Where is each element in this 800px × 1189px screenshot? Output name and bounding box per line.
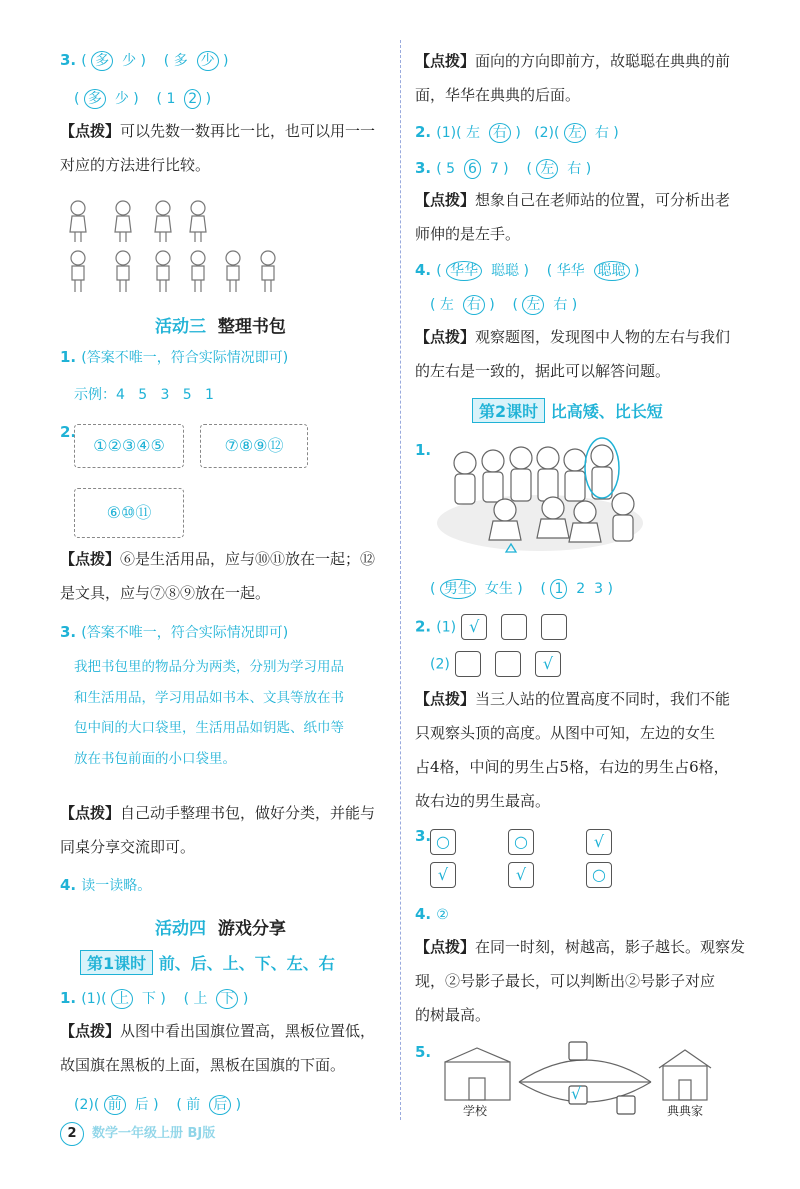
answer-option: 后 — [134, 1097, 149, 1113]
tip-text: 当三人站的位置高度不同时，我们不能 — [475, 690, 731, 708]
answer-option: 聪聪 — [491, 263, 520, 279]
tip-text: 是文具，应与⑦⑧⑨放在一起。 — [60, 584, 271, 602]
answer-option: 1 — [166, 91, 176, 107]
tip-text: 面向的方向即前方，故聪聪在典典的前 — [475, 52, 731, 70]
answer-option: 7 — [489, 161, 499, 177]
question-number: 1. — [415, 441, 432, 459]
group-box: ⑦⑧⑨⑫ — [200, 424, 308, 468]
question-number: 4. — [415, 905, 432, 923]
answer-circled: 左 — [536, 159, 558, 179]
answer-option: 华华 — [556, 263, 585, 279]
r-l2-q1 — [415, 440, 431, 459]
answer-option: 前 — [186, 1097, 201, 1113]
tip-text: 只观察头顶的高度。从图中可知，左边的女生 — [415, 724, 716, 742]
tip-label: 【点拨】 — [415, 328, 476, 346]
answer-option: 少 — [114, 91, 129, 107]
question-number: 5. — [415, 1043, 432, 1061]
question-number: 1. — [60, 348, 77, 366]
answer-box: √ — [508, 862, 534, 888]
r-q4: 4. ( 华华 聪聪 ) ( 华华 聪聪 ) — [415, 261, 640, 279]
page-footer — [60, 1122, 215, 1146]
tip-text: 故右边的男生最高。 — [415, 792, 551, 810]
lesson-heading — [80, 950, 335, 975]
tip-label: 【点拨】 — [60, 122, 121, 140]
question-number: 2. — [415, 123, 432, 141]
answer-option: 左 — [439, 297, 454, 313]
answer-option: 右 — [594, 125, 609, 141]
question-number: 2. — [415, 617, 432, 636]
answer-box: √ — [461, 614, 487, 640]
answer-text: 读一读略。 — [81, 878, 152, 894]
l1-q1: 1. (1)( 上 下 ) ( 上 下 ) — [60, 989, 249, 1007]
children-illustration — [68, 195, 283, 295]
question-number: 1. — [60, 989, 77, 1007]
left-q3: 3. ( 多 少 ) ( 多 少 ) — [60, 51, 229, 69]
book-title: 数学一年级上册 BJ版 — [92, 1126, 216, 1141]
r-l2-q3-grid — [430, 829, 626, 855]
answer-option: 左 — [466, 125, 480, 141]
answer-option: 多 — [173, 53, 188, 69]
group-box: ①②③④⑤ — [74, 424, 184, 468]
r-q4-row2: ( 左 右 ) ( 左 右 ) — [430, 297, 578, 313]
l1-q1-part2: (2)( 前 后 ) ( 前 后 ) — [74, 1097, 242, 1113]
sub-label: (1) — [436, 619, 457, 636]
answer-line: 包中间的大口袋里，生活用品如钥匙、纸巾等 — [74, 720, 344, 736]
answer-line: 和生活用品，学习用品如书本、文具等放在书 — [74, 689, 344, 706]
tip-text: 对应的方法进行比较。 — [60, 156, 211, 174]
check-mark: √ — [571, 1084, 582, 1103]
routes-diagram — [435, 1040, 725, 1120]
answer-option: 3 — [594, 581, 604, 597]
answer-circled: 上 — [111, 989, 133, 1009]
tip-label: 【点拨】 — [415, 52, 476, 70]
lesson-title: 前、后、上、下、左、右 — [158, 954, 335, 973]
tip-text: 占4格，中间的男生占5格，右边的男生占6格， — [415, 758, 729, 776]
sub-label: (1) — [436, 125, 457, 141]
tip-label: 【点拨】 — [60, 550, 121, 568]
answer-circled: 左 — [522, 295, 544, 315]
answer-line: 我把书包里的物品分为两类，分别为学习用品 — [74, 659, 344, 675]
answer-line: 放在书包前面的小口袋里。 — [74, 750, 236, 767]
answer-note: (答案不唯一，符合实际情况即可) — [81, 350, 289, 366]
answer-note: (答案不唯一，符合实际情况即可) — [81, 625, 289, 641]
tip-text: 师伸的是左手。 — [415, 225, 521, 243]
answer-circled: 右 — [489, 123, 511, 143]
tip-label: 【点拨】 — [60, 804, 121, 822]
activity-title: 活动三 — [155, 317, 206, 337]
r-q3: 3. ( 5 6 7 ) ( 左 右 ) — [415, 159, 592, 177]
activity-heading — [155, 312, 286, 337]
tip-block — [60, 542, 390, 610]
r-l2-q1-answer: ( 男生 女生 ) ( 1 2 3 ) — [430, 581, 613, 597]
tip-text: 在同一时刻，树越高，影子越长。观察发 — [475, 938, 746, 956]
answer-circled: 1 — [550, 579, 567, 599]
tip-text: 观察题图，发现图中人物的左右与我们 — [475, 328, 731, 346]
tip-block — [415, 930, 755, 1032]
tip-block — [415, 183, 755, 251]
answer-circled: 华华 — [446, 261, 482, 281]
answer-box — [501, 614, 527, 640]
r-l2-q3-grid-row2 — [430, 862, 626, 888]
tip-block — [60, 1014, 395, 1082]
question-number: 3. — [415, 159, 432, 177]
tip-text: 现，②号影子最长，可以判断出②号影子对应 — [415, 972, 716, 990]
question-number: 3. — [60, 51, 77, 69]
lesson-badge: 第1课时 — [80, 950, 153, 975]
answer-option: 上 — [193, 991, 208, 1007]
r-l2-q2-row2 — [430, 651, 575, 677]
tip-block — [415, 320, 755, 388]
sub-label: (2) — [74, 1097, 94, 1113]
answer-circled: 多 — [91, 51, 113, 71]
tip-text: 的树最高。 — [415, 1006, 491, 1024]
lesson-heading — [472, 398, 663, 423]
lesson-title: 比高矮、比长短 — [550, 402, 663, 421]
answer-circled: 左 — [564, 123, 586, 143]
answer-circled: 聪聪 — [594, 261, 630, 281]
tip-text: 同桌分享交流即可。 — [60, 838, 196, 856]
r-l2-q4 — [415, 904, 449, 923]
tip-text: 从图中看出国旗位置高，黑板位置低， — [120, 1022, 376, 1040]
answer-box: √ — [430, 862, 456, 888]
answer-circled: 多 — [84, 89, 106, 109]
answer-circled: 右 — [463, 295, 485, 315]
question-number: 3. — [60, 623, 77, 641]
tip-label: 【点拨】 — [415, 690, 476, 708]
home-label: 典典家 — [667, 1104, 704, 1118]
activity-heading — [155, 914, 286, 939]
answer-box: √ — [535, 651, 561, 677]
answer-option: 5 — [446, 161, 456, 177]
answer-option: 2 — [576, 581, 586, 597]
answer-circled: 2 — [184, 89, 201, 109]
question-number: 4. — [415, 261, 432, 279]
tip-text: ⑥是生活用品，应与⑩⑪放在一起；⑫ — [120, 550, 376, 568]
answer-box: ○ — [430, 829, 456, 855]
a3-q4 — [60, 875, 151, 895]
tip-text: 可以先数一数再比一比，也可以用一一 — [120, 122, 376, 140]
group-box: ⑥⑩⑪ — [74, 488, 184, 538]
answer-option: 女生 — [484, 581, 513, 597]
answer-circled: 前 — [104, 1095, 126, 1115]
question-number: 2. — [60, 423, 77, 441]
answer-circled: 男生 — [440, 579, 476, 599]
r-l2-q5 — [415, 1042, 431, 1061]
answer-circled: 后 — [209, 1095, 231, 1115]
tip-block — [60, 796, 390, 864]
answer-paragraph — [74, 652, 392, 774]
answer-box: ○ — [508, 829, 534, 855]
r-q2: 2. (1)( 左 右 ) (2)( 左 右 ) — [415, 123, 619, 141]
r-l2-q2 — [415, 614, 581, 640]
left-q3-row2: ( 多 少 ) ( 1 2 ) — [74, 91, 212, 107]
answer-text: ② — [436, 907, 449, 923]
tip-block — [415, 682, 755, 818]
question-number: 3. — [415, 827, 432, 845]
page-number: 2 — [60, 1122, 84, 1146]
activity-subtitle: 整理书包 — [217, 317, 286, 337]
students-illustration — [435, 428, 650, 558]
sub-label: (1) — [81, 991, 102, 1007]
school-label: 学校 — [463, 1104, 488, 1118]
tip-block — [60, 114, 390, 182]
tip-label: 【点拨】 — [60, 1022, 121, 1040]
tip-label: 【点拨】 — [415, 191, 476, 209]
tip-label: 【点拨】 — [415, 938, 476, 956]
answer-box — [541, 614, 567, 640]
sub-label: (2) — [430, 656, 450, 673]
answer-circled: 6 — [464, 159, 481, 179]
tip-text: 面，华华在典典的后面。 — [415, 86, 581, 104]
question-number: 4. — [60, 876, 77, 894]
answer-option: 少 — [122, 53, 137, 69]
lesson-badge: 第2课时 — [472, 398, 545, 423]
column-divider — [400, 40, 401, 1120]
tip-text: 故国旗在黑板的上面，黑板在国旗的下面。 — [60, 1056, 346, 1074]
answer-option: 右 — [553, 297, 568, 313]
answer-option: 下 — [141, 991, 156, 1007]
tip-block — [415, 44, 755, 112]
answer-circled: 下 — [216, 989, 238, 1009]
r-l2-q3 — [415, 826, 431, 845]
answer-option: 右 — [567, 161, 582, 177]
example-answer: 示例：4 5 3 5 1 — [74, 387, 214, 403]
tip-text: 的左右是一致的，据此可以解答问题。 — [415, 362, 671, 380]
a3-q3 — [60, 622, 288, 642]
answer-box — [455, 651, 481, 677]
a3-q1 — [60, 347, 288, 367]
answer-circled: 少 — [197, 51, 219, 71]
tip-text: 自己动手整理书包，做好分类，并能与 — [120, 804, 376, 822]
activity-subtitle: 游戏分享 — [217, 919, 286, 939]
activity-title: 活动四 — [155, 919, 206, 939]
answer-box: ○ — [586, 862, 612, 888]
answer-box — [495, 651, 521, 677]
sub-label: (2) — [534, 125, 555, 141]
answer-box: √ — [586, 829, 612, 855]
tip-text: 想象自己在老师站的位置，可分析出老 — [475, 191, 731, 209]
